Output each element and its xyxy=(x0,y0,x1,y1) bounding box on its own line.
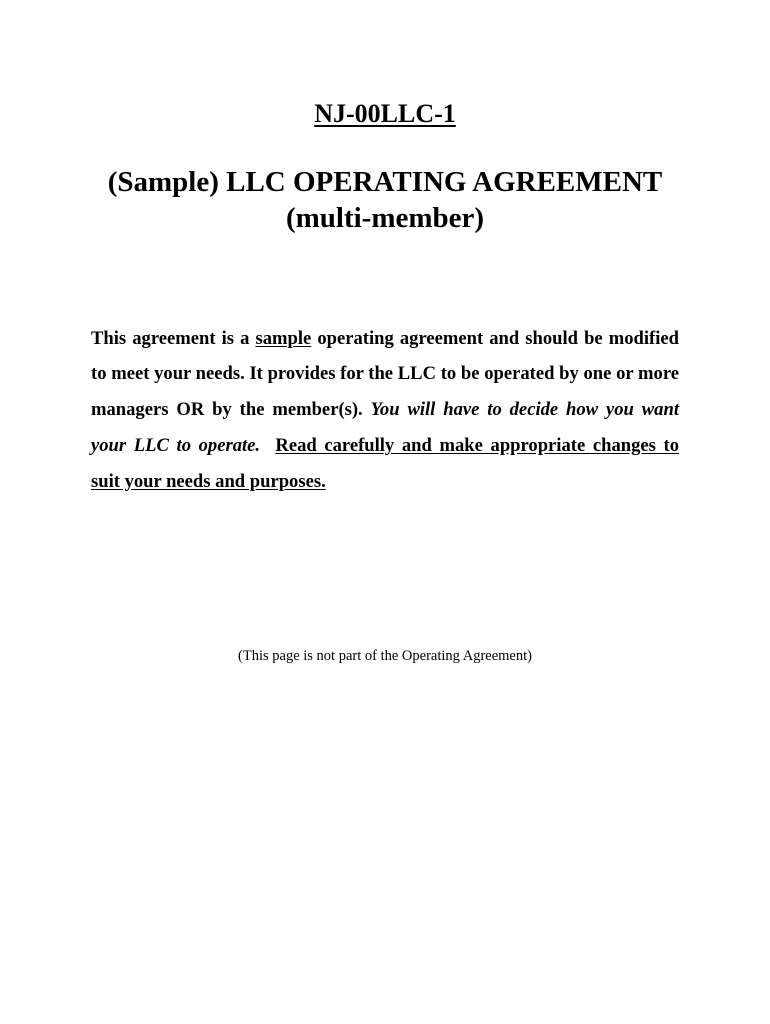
intro-italic-text: You will have to decide how you want your LLC to operate. xyxy=(91,399,679,456)
intro-paragraph xyxy=(91,321,679,500)
document-title-line-2: (multi-member) xyxy=(285,202,485,234)
footer-note: (This page is not part of the Operating Agreement) xyxy=(238,648,532,664)
intro-text-1: This agreement is a xyxy=(91,327,256,349)
document-title-line-1: (Sample) LLC OPERATING AGREEMENT xyxy=(107,166,663,198)
intro-text-2: operating agreement and should be modified to meet your needs. It provides for the LLC to be operated by one or more managers OR by the member(s). xyxy=(91,327,680,421)
intro-spacer xyxy=(260,435,275,456)
intro-underlined-text: Read carefully and make appropriate changes to suit your needs and purposes. xyxy=(91,434,680,492)
intro-sample-word: sample xyxy=(255,327,312,349)
document-title xyxy=(0,164,770,236)
document-code: NJ-00LLC-1 xyxy=(314,99,456,128)
